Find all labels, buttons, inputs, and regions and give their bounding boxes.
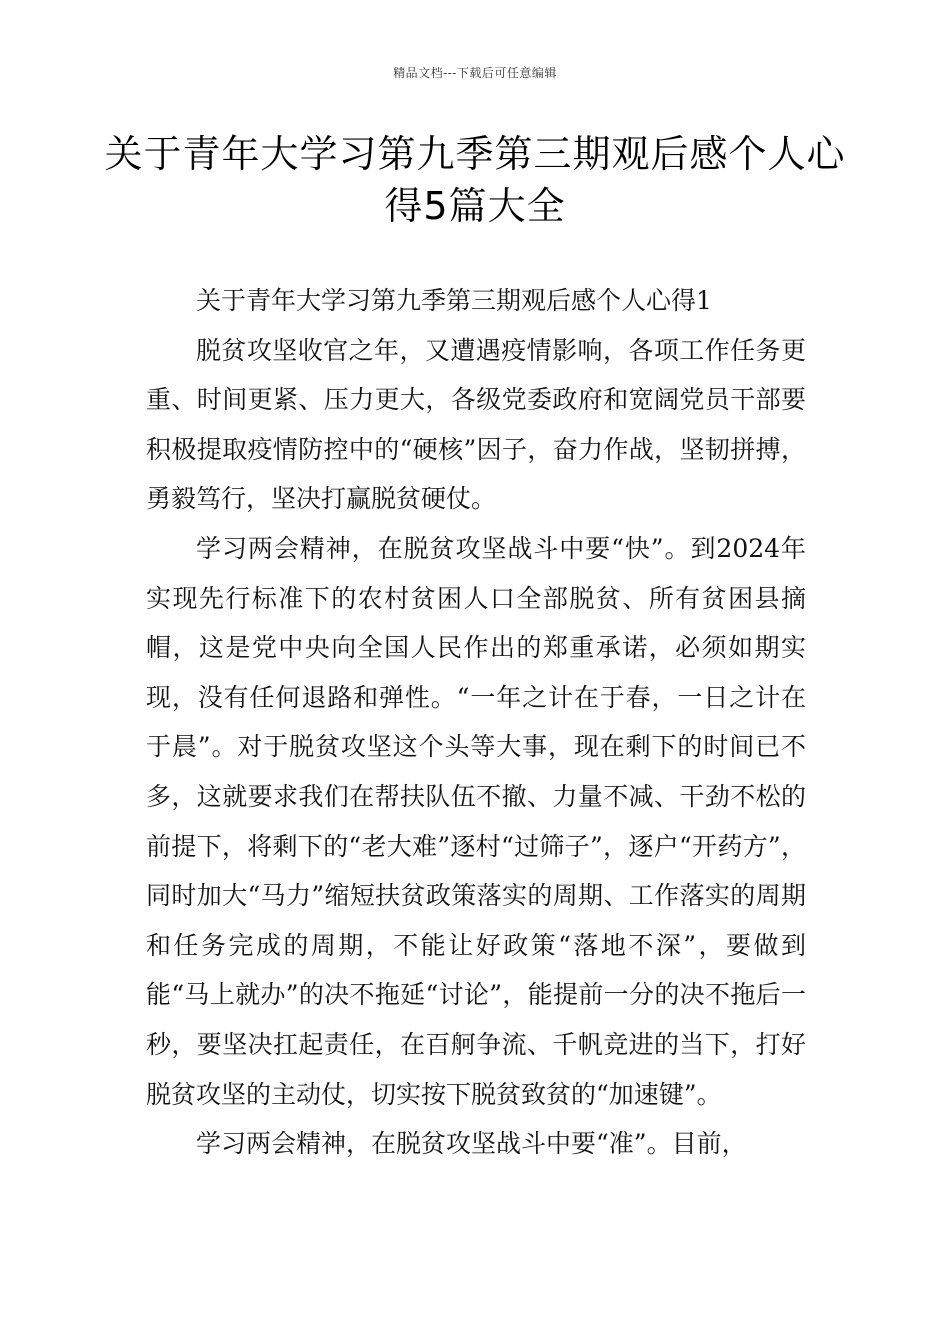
paragraph: 脱贫攻坚收官之年，又遭遇疫情影响，各项工作任务更重、时间更紧、压力更大，各级党委政府和宽阔党员干部要积极提取疫情防控中的“硬核”因子，奋力作战，坚韧拼搏，勇毅笃行，坚决打赢脱贫硬仗。	[146, 335, 806, 514]
header-note: 精品文档---下载后可任意编辑	[393, 66, 557, 80]
paragraph: 学习两会精神，在脱贫攻坚战斗中要“准”。目前，	[196, 1129, 747, 1159]
paragraph: 学习两会精神，在脱贫攻坚战斗中要“快”。到2024年实现先行标准下的农村贫困人口全部脱贫、所有贫困县摘帽，这是党中央向全国人民作出的郑重承诺，必须如期实现，没有任何退路和弹性。“一年之计在于春，一日之计在于晨”。对于脱贫攻坚这个头等大事，现在剩下的时间已不多，这就要求我们在帮扶队伍不撤、力量不减、干劲不松的前提下，将剩下的“老大难”逐村“过筛子”，逐户“开药方”，同时加大“马力”缩短扶贫政策落实的周期、工作落实的周期和任务完成的周期，不能让好政策“落地不深”，要做到能“马上就办”的决不拖延“讨论”，能提前一分的决不拖后一秒，要坚决扛起责任，在百舸争流、千帆竞进的当下，打好脱贫攻坚的主动仗，切实按下脱贫致贫的“加速键”。	[146, 533, 806, 1109]
document-body	[146, 276, 806, 1169]
document-title: 关于青年大学习第九季第三期观后感个人心得5篇大全	[104, 132, 846, 228]
section-heading: 关于青年大学习第九季第三期观后感个人心得1	[196, 286, 712, 315]
